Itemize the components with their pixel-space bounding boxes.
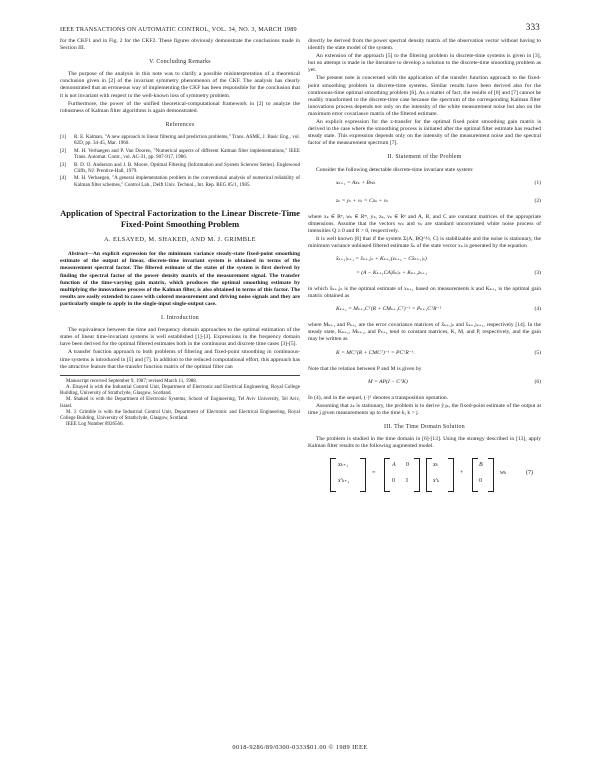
abstract	[60, 251, 300, 308]
page-number: 333	[525, 22, 540, 32]
running-head: IEEE TRANSACTIONS ON AUTOMATIC CONTROL, VOL. 34, NO. 3, MARCH 1989	[60, 26, 297, 33]
reference-item: [3] B. D. O. Anderson and J. B. Moore, Optimal Filtering (Information and System Sciences Series). Englewood Cliffs, NJ: Prentice-Hall, 1979.	[60, 161, 300, 174]
matrix-equation-7: xₖ₊₁ x'ₖ₊₁ = A 0 0 I xₖ x'ₖ + B 0 wₖ (7)	[308, 456, 541, 494]
body-paragraph: in which x̂ₖ₊₁|ₖ is the optimal estimate of xₖ₊₁ based on measurements k and Kₖ₊₁ is the optimal gain matrix obtained as	[308, 286, 541, 300]
footnote: M. J. Grimble is with the Industrial Control Unit, Department of Electronic and Electrical Engineering, Royal College Building, University of Strathclyde, Glasgow, Scotland.	[60, 409, 300, 421]
body-paragraph: The problem is studied in the time domain in [6]-[13]. Using the strategy described in [13], apply Kalman filter results to the following augmented model.	[308, 436, 541, 450]
equation-4: Kₖ₊₁ = Mₖ₊₁Cᵀ(R + CMₖ₊₁Cᵀ)⁻¹ = Pₖ₊₁CᵀR⁻¹ (4)	[336, 306, 541, 313]
equation-3-continued: = (A − Kₖ₊₁CA)x̂ₖ|ₖ + Kₖ₊₁zₖ₊₁ (3)	[356, 270, 541, 277]
running-header	[60, 22, 540, 36]
body-paragraph: An extension of the approach [5] to the filtering problem in discrete-time systems is given in [3], but no attempt is made in the literature to develop a solution to the discrete-time smoothing problem as yet.	[308, 53, 541, 74]
body-paragraph: An explicit expression for the z-transfer for the optimal fixed point smoothing gain matrix is derived in the case where the smoothing process is initiated after the optimal filter estimate has reached steady state. This expression depends only on the intensity of the measurement noise and the spectral factor of the measurement spectrum [7].	[308, 119, 541, 147]
introduction-paragraph: The equivalence between the time and frequency domain approaches to the optimal estimation of the states of linear time-invariant systems is well established [1]-[3]. Expressions in the frequency domain have been derived for the optimal filtered estimates both in the continuous and discrete time cases [3]-[5].	[60, 327, 300, 348]
copyright-footer: 0018-9286/89/0300-0333$01.00 © 1989 IEEE	[232, 744, 368, 751]
right-column	[308, 38, 541, 494]
body-paragraph: Assuming that zₖ is stationary, the problem is to derive ŷⱼ|ₖ, the fixed-point estimate of the output at time j given measurements up to the time k, k > j.	[308, 402, 541, 416]
footnote: M. Shaked is with the Department of Electronic Systems, School of Engineering, Tel Aviv University, Tel Aviv, Israel.	[60, 397, 300, 409]
equation-3: x̂ₖ₊₁|ₖ₊₁ = x̂ₖ₊₁|ₖ + Kₖ₊₁(zₖ₊₁ − Cx̂ₖ₊₁|ₖ)	[336, 256, 427, 263]
body-paragraph: where xₖ ∈ Rⁿ, wₖ ∈ Rᵐ, yₖ, zₖ, vₖ ∈ Rᵖ and A, B, and C are constant matrices of the appropriate dimensions. Assume that the vectors wₖ and vₖ are standard uncorrelated white noise process of intensities Q ≥ 0 and R > 0, respectively.	[308, 213, 541, 234]
body-paragraph: directly be derived from the power spectral density matrix of the observation vector without having to identify the state model of the system.	[308, 38, 541, 52]
body-paragraph: It is well known [8] that if the system Σ(A, BQ^½, C) is stabilizable and the noise is stationary, the minimum variance unbiased filtered estimate x̂ₖ of the state vector xₖ is generated by the equation	[308, 235, 541, 249]
intro-continuation: for the CKF1 and in Fig. 2 for the CKF2. These figures obviously demonstrate the conclusions made in Section III.	[60, 38, 300, 52]
equation-2: zₖ = yₖ + vₖ = Cxₖ + vₖ (2)	[336, 197, 541, 204]
body-paragraph: Consider the following detectable discrete-time invariant state system:	[316, 166, 474, 173]
footnote: A. Elsayed is with the Industrial Control Unit, Department of Electronic and Electrical Engineering, Royal College Building, University of Strathclyde, Glasgow, Scotland.	[60, 384, 300, 397]
references-heading: References	[165, 121, 195, 128]
introduction-heading: I. Introduction	[161, 315, 199, 322]
footnotes	[60, 375, 300, 429]
introduction-paragraph: A transfer function approach to both problems of filtering and fixed-point smoothing in continuous-time systems is introduced in [5] and [7]. In addition to the reduced computational effort, this approach has the attractive feature that the transfer function matrix of the optimal filter can	[60, 349, 300, 370]
section-heading-time-domain: III. The Time Domain Solution	[384, 423, 465, 430]
left-column	[60, 38, 300, 428]
abstract-label: Abstract	[68, 251, 88, 258]
reference-item: [1] R. E. Kalman, "A new approach to linear filtering and prediction problems," Trans. ASME, J. Basic Eng., vol. 82D, pp. 34-45, Mar. 1960.	[60, 133, 300, 147]
conclusions-paragraph: The purpose of the analysis in this note was to clarify a possible misinterpretation of a theoretical conclusion given in [2] of the invariant symmetry phenomenon of the CKF. The analysis has clearly demonstrated that an erroneous way of implementing the CKF has been responsible for the conclusion that it is not invariant with respect to the well-known loss of symmetry problem.	[60, 71, 300, 99]
body-paragraph: In (4), and in the sequel, (·)ᵀ denotes a transposition operation.	[308, 394, 449, 401]
reference-item: [2] M. H. Verhaegen and P. Van Dooren, "Numerical aspects of different Kalman filter implementations," IEEE Trans. Automat. Contr., vol. AC-31, pp. 907-917, 1986.	[60, 147, 300, 161]
body-paragraph: where Mₖ₊₁ and Pₖ₊₁ are the error covariance matrices of x̂ₖ₊₁|ₖ and x̂ₖ₊₁|ₖ₊₁, respectively [14]. In the steady state, Kₖ₊₁, Mₖ₊₁, and Pₖ₊₁ tend to constant matrices, K, M, and P, respectively, and the gain may be written as	[308, 322, 541, 343]
abstract-text: —An explicit expression for the minimum variance steady-state fixed-point smoothing estimate of the output of linear, discrete-time invariant system is obtained in terms of the measurement spectral factor. The filtered estimate of the states of the system is first derived by finding the spectral factor of the power density matrix of the measurement signal. The transfer function of the time-varying gain matrix, which produces the optimal smoothing estimate by multiplying the innovations process of the Kalman filter, is also obtained in terms of this factor. The results are easily extended to cases with colored measurement and driving noise signals and they are particularly simple to apply in the single-input single-output case.	[60, 251, 300, 307]
conclusions-paragraph: Furthermore, the power of the unified theoretical-computational framework in [2] to analyze the robustness of Kalman filter algorithms is again demonstrated.	[60, 100, 300, 114]
paper-title: Application of Spectral Factorization to the Linear Discrete-Time Fixed-Point Smoothing Problem	[60, 208, 300, 230]
equation-6: M = AP(I − CᵀK) (6)	[368, 378, 541, 385]
equation-5: K = MCᵀ(R + CMCᵀ)⁻¹ = PCᵀR⁻¹. (5)	[336, 349, 541, 356]
section-heading-problem: II. Statement of the Problem	[387, 154, 462, 161]
equation-1: xₖ₊₁ = Axₖ + Bwₖ (1)	[336, 179, 541, 186]
paper-authors: A. ELSAYED, M. SHAKED, AND M. J. GRIMBLE	[104, 236, 256, 244]
footnote: IEEE Log Number 8926566.	[66, 422, 124, 428]
footnote: Manuscript received September 9, 1987; revised March 11, 1988.	[66, 378, 198, 384]
reference-item: [4] M. H. Verhaegen, "A general implementation problem in the conventional analysis of numerical reliability of Kalman filter schemes," Control Lab., Delft Univ. Technol., Int. Rep. REG 85/1, 1985.	[60, 175, 300, 188]
body-paragraph: The present note is concerned with the application of the transfer function approach to the fixed-point smoothing problem in discrete-time systems. Similar results have been derived also for the continuous-time optimal smoothing problem [6]. As a matter of fact, the results of [6] and [7] cannot be readily transformed to the discrete-time case because the spectrum of the corresponding Kalman filter innovations process depends not only on the intensity of the white measurement noise but also on the maximum error covariance matrix of the filtered estimate.	[308, 75, 541, 117]
conclusions-heading: V. Concluding Remarks	[149, 59, 211, 66]
body-paragraph: Note that the relation between P and M is given by	[308, 365, 422, 372]
reference-list	[60, 134, 300, 188]
